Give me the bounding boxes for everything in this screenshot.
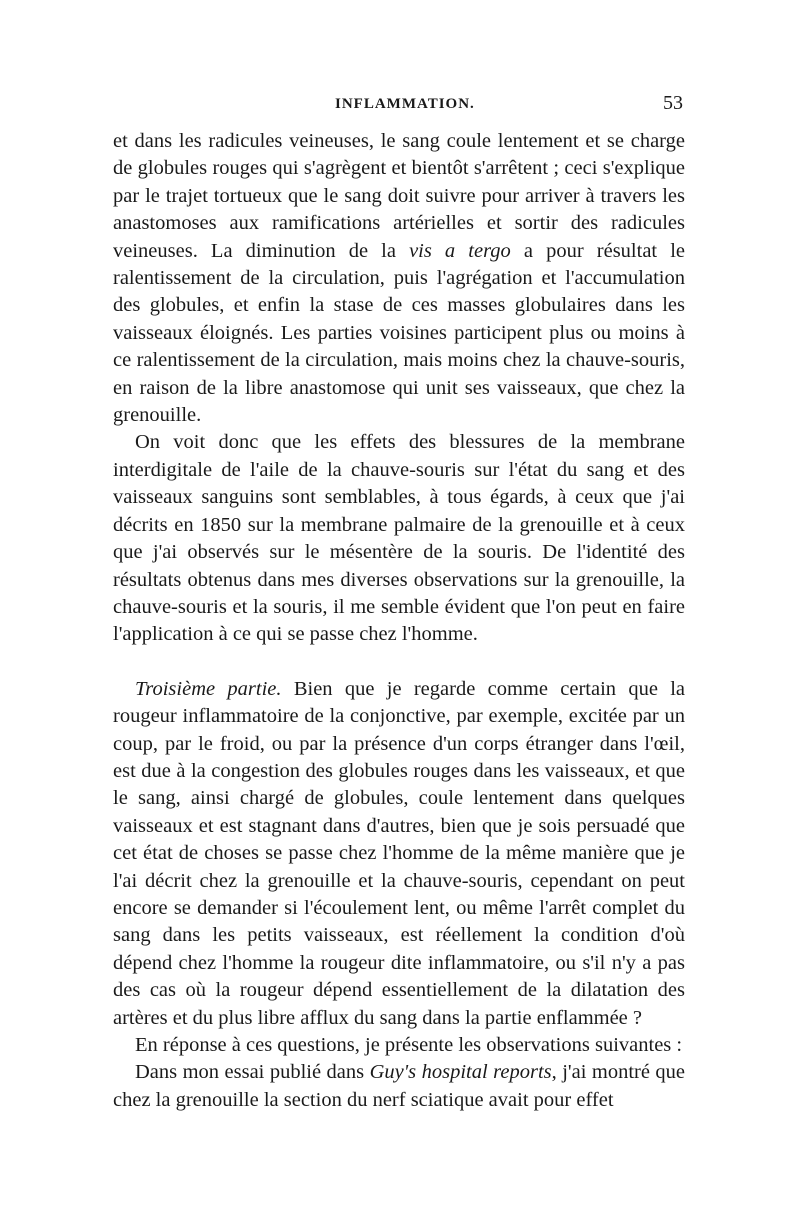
italic-phrase: vis a tergo xyxy=(409,239,511,262)
paragraph-1: et dans les radicules veineuses, le sang coule lentement et se charge de globules rouges qui s'agrègent et bientôt s'arrêtent ; ceci s'explique par le trajet tortueux que le sang doit suivre pour arriver à travers les anastomoses aux ramifications artérielles et sortir des radicules veineuses. La diminution de la vis a tergo a pour résultat le ralentissement de la circulation, puis l'agrégation et l'accumulation des globules, et enfin la stase de ces masses globulaires dans les vaisseaux éloignés. Les parties voisines participent plus ou moins à ce ralentissement de la circulation, mais moins chez la chauve-souris, en raison de la libre anastomose qui unit ses vaisseaux, que chez la grenouille. xyxy=(113,130,686,427)
running-title: INFLAMMATION. xyxy=(335,96,475,112)
body-text xyxy=(113,128,685,1114)
paragraph-5: Dans mon essai publié dans Guy's hospital reports, j'ai montré que chez la grenouille la section du nerf sciatique avait pour effet xyxy=(113,1061,686,1111)
paragraph-4: En réponse à ces questions, je présente les observations suivantes : xyxy=(135,1034,683,1056)
journal-title: Guy's hospital reports xyxy=(369,1061,552,1084)
paragraph-2: On voit donc que les effets des blessures de la membrane interdigitale de l'aile de la chauve-souris sur l'état du sang et des vaisseaux sanguins sont semblables, à tous égards, à ceux que j'ai décrits en 1850 sur la membrane palmaire de la grenouille et à ceux que j'ai observés sur le mésentère de la souris. De l'identité des résultats obtenus dans mes diverses observations sur la grenouille, la chauve-souris et la souris, il me semble évident que l'on peut en faire l'application à ce qui se passe chez l'homme. xyxy=(113,431,685,646)
paragraph-3: Troisième partie. Bien que je regarde comme certain que la rougeur inflammatoire de la conjonctive, par exemple, excitée par un coup, par le froid, ou par la présence d'un corps étranger dans l'œil, est due à la congestion des globules rouges dans les vaisseaux, et que le sang, ainsi chargé de globules, coule lentement dans quelques vaisseaux et est stagnant dans d'autres, bien que je sois persuadé que cet état de choses se passe chez l'homme de la même manière que je l'ai décrit chez la grenouille et la chauve-souris, cependant on peut encore se demander si l'écoulement lent, ou même l'arrêt complet du sang dans les petits vaisseaux, est réellement la condition d'où dépend chez l'homme la rougeur dite inflammatoire, ou s'il n'y a pas des cas où la rougeur dépend essentiellement de la dilatation des artères et du plus libre afflux du sang dans la partie enflammée ? xyxy=(113,677,686,1029)
page-number: 53 xyxy=(663,92,683,114)
running-head xyxy=(113,92,683,120)
section-heading: Troisième partie. xyxy=(135,677,282,700)
